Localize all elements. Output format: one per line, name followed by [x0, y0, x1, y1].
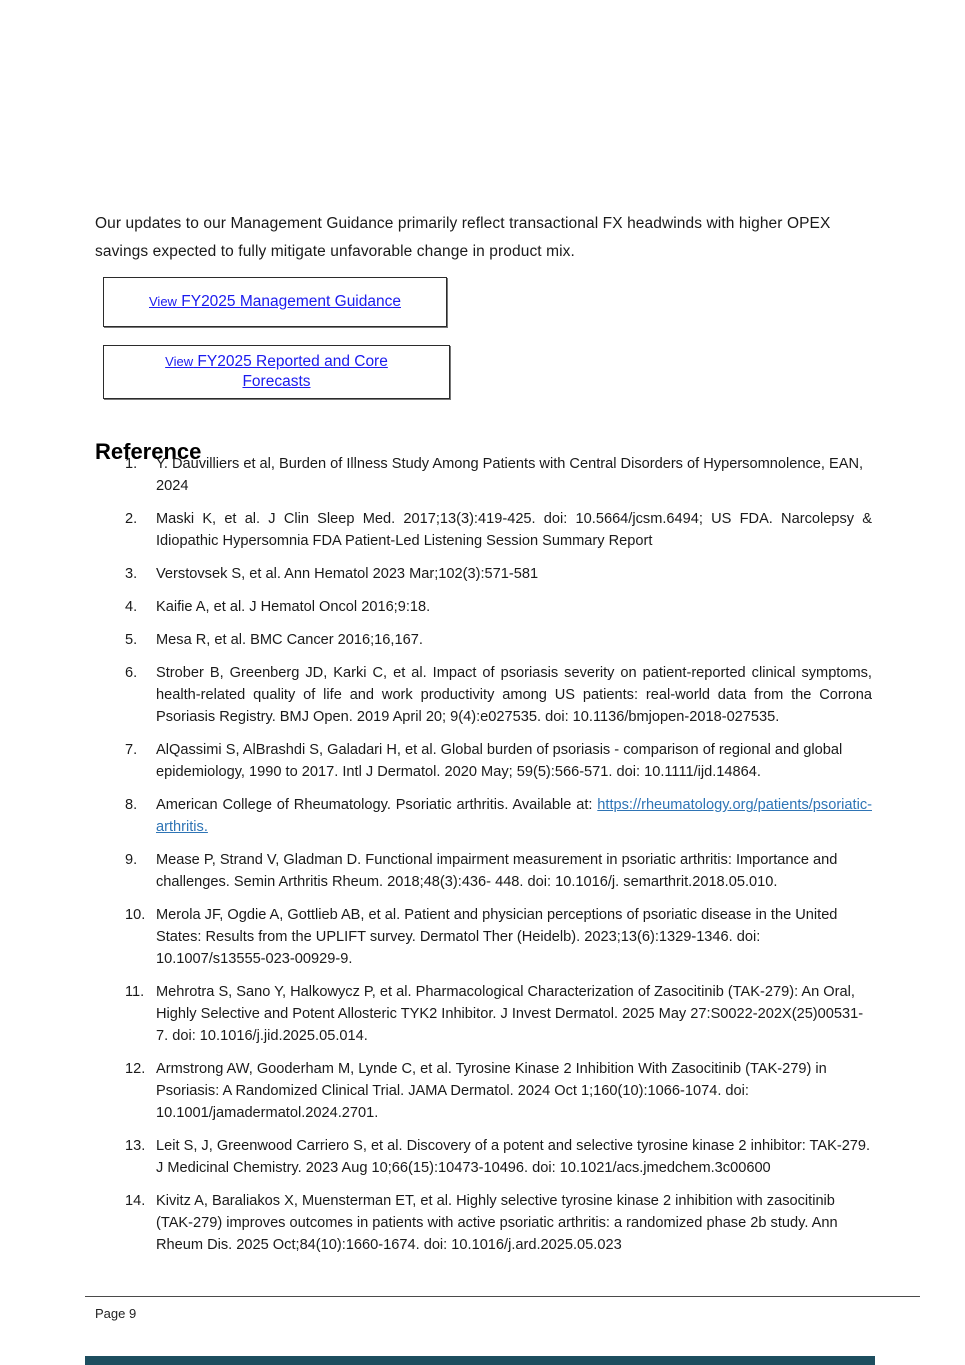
reference-item: [125, 1135, 872, 1179]
reference-list: [125, 453, 872, 1267]
reference-item: [125, 849, 872, 893]
reference-item: [125, 453, 872, 497]
link-label: FY2025 Reported and Core Forecasts: [193, 353, 388, 390]
reference-item: [125, 904, 872, 970]
reference-text: Mesa R, et al. BMC Cancer 2016;16,167.: [156, 632, 423, 648]
reference-text: Merola JF, Ogdie A, Gottlieb AB, et al. Patient and physician perceptions of psoriatic disease in the United States: Results from the UPLIFT survey. Dermatol Ther (Heidelb). 2023;13(6):1329-1346. doi: 10.1007/s13555-023-00929-9.: [156, 907, 838, 967]
reference-text: Mease P, Strand V, Gladman D. Functional impairment measurement in psoriatic arthritis: Importance and challenges. Semin Arthritis Rheum. 2018;48(3):436- 448. doi: 10.1016/j. semarthrit.2018.05.010.: [156, 852, 838, 890]
reference-text: AlQassimi S, AlBrashdi S, Galadari H, et al. Global burden of psoriasis - comparison of regional and global epidemiology, 1990 to 2017. Intl J Dermatol. 2020 May; 59(5):566-571. doi: 10.1111/ijd.14864.: [156, 742, 843, 780]
reference-url-link[interactable]: https://rheumatology.org/patients/psoriatic-arthritis.: [156, 797, 872, 835]
reference-item: [125, 662, 872, 728]
management-guidance-link[interactable]: [149, 292, 401, 312]
reference-item: [125, 739, 872, 783]
reference-text: Strober B, Greenberg JD, Karki C, et al. Impact of psoriasis severity on patient-reported clinical symptoms, health-related quality of life and work productivity among US patients: real-world data from the Corrona Psoriasis Registry. BMJ Open. 2019 April 20; 9(4):e027535. doi: 10.1136/bmjopen-2018-027535.: [156, 665, 872, 725]
reference-text: Armstrong AW, Gooderham M, Lynde C, et al. Tyrosine Kinase 2 Inhibition With Zasocitinib (TAK-279) in Psoriasis: A Randomized Clinical Trial. JAMA Dermatol. 2024 Oct 1;160(10):1066-1074. doi: 10.1001/jamadermatol.2024.2701.: [156, 1061, 827, 1121]
reference-text: Verstovsek S, et al. Ann Hematol 2023 Mar;102(3):571-581: [156, 566, 539, 582]
reference-item: [125, 508, 872, 552]
intro-paragraph: Our updates to our Management Guidance primarily reflect transactional FX headwinds with higher OPEX savings expected to fully mitigate unfavorable change in product mix.: [95, 214, 831, 260]
reference-item: [125, 1058, 872, 1124]
reference-item: [125, 596, 872, 618]
page-number-label: Page 9: [95, 1306, 137, 1321]
link-label: FY2025 Management Guidance: [176, 293, 401, 310]
reference-item: [125, 629, 872, 651]
reported-core-forecasts-link-box[interactable]: [103, 345, 450, 399]
reference-text: American College of Rheumatology. Psoriatic arthritis. Available at:: [156, 797, 593, 813]
reference-text: Leit S, J, Greenwood Carriero S, et al. Discovery of a potent and selective tyrosine kinase 2 inhibitor: TAK-279. J Medicinal Chemistry. 2023 Aug 10;66(15):10473-10496. doi: 10.1021/acs.jmedchem.3c00600: [156, 1138, 871, 1176]
bottom-accent-bar: [85, 1356, 875, 1365]
reference-text: Kivitz A, Baraliakos X, Muensterman ET, et al. Highly selective tyrosine kinase 2 inhibition with zasocitinib (TAK-279) improves outcomes in patients with active psoriatic arthritis: a randomized phase 2b study. Ann Rheum Dis. 2025 Oct;84(10):1660-1674. doi: 10.1016/j.ard.2025.05.023: [156, 1193, 838, 1253]
view-word: View: [165, 354, 194, 369]
reference-heading: Reference: [95, 438, 202, 464]
reported-core-forecasts-link[interactable]: [147, 352, 407, 392]
reference-item: [125, 1190, 872, 1256]
reference-text: Kaifie A, et al. J Hematol Oncol 2016;9:18.: [156, 599, 431, 615]
reference-text: Y. Dauvilliers et al, Burden of Illness Study Among Patients with Central Disorders of Hypersomnolence, EAN, 2024: [156, 456, 864, 494]
view-word: View: [149, 294, 177, 309]
management-guidance-link-box[interactable]: [103, 277, 447, 327]
reference-text: Maski K, et al. J Clin Sleep Med. 2017;13(3):419-425. doi: 10.5664/jcsm.6494; US FDA. Narcolepsy & Idiopathic Hypersomnia FDA Patient-Led Listening Session Summary Report: [156, 511, 872, 549]
reference-item: [125, 563, 872, 585]
reference-text: Mehrotra S, Sano Y, Halkowycz P, et al. Pharmacological Characterization of Zasocitinib (TAK-279): An Oral, Highly Selective and Potent Allosteric TYK2 Inhibitor. J Invest Dermatol. 2025 May 27:S0022-202X(25)00531-7. doi: 10.1016/j.jid.2025.05.014.: [156, 984, 864, 1044]
reference-item: [125, 794, 872, 838]
reference-item: [125, 981, 872, 1047]
footer-divider: [85, 1296, 920, 1297]
